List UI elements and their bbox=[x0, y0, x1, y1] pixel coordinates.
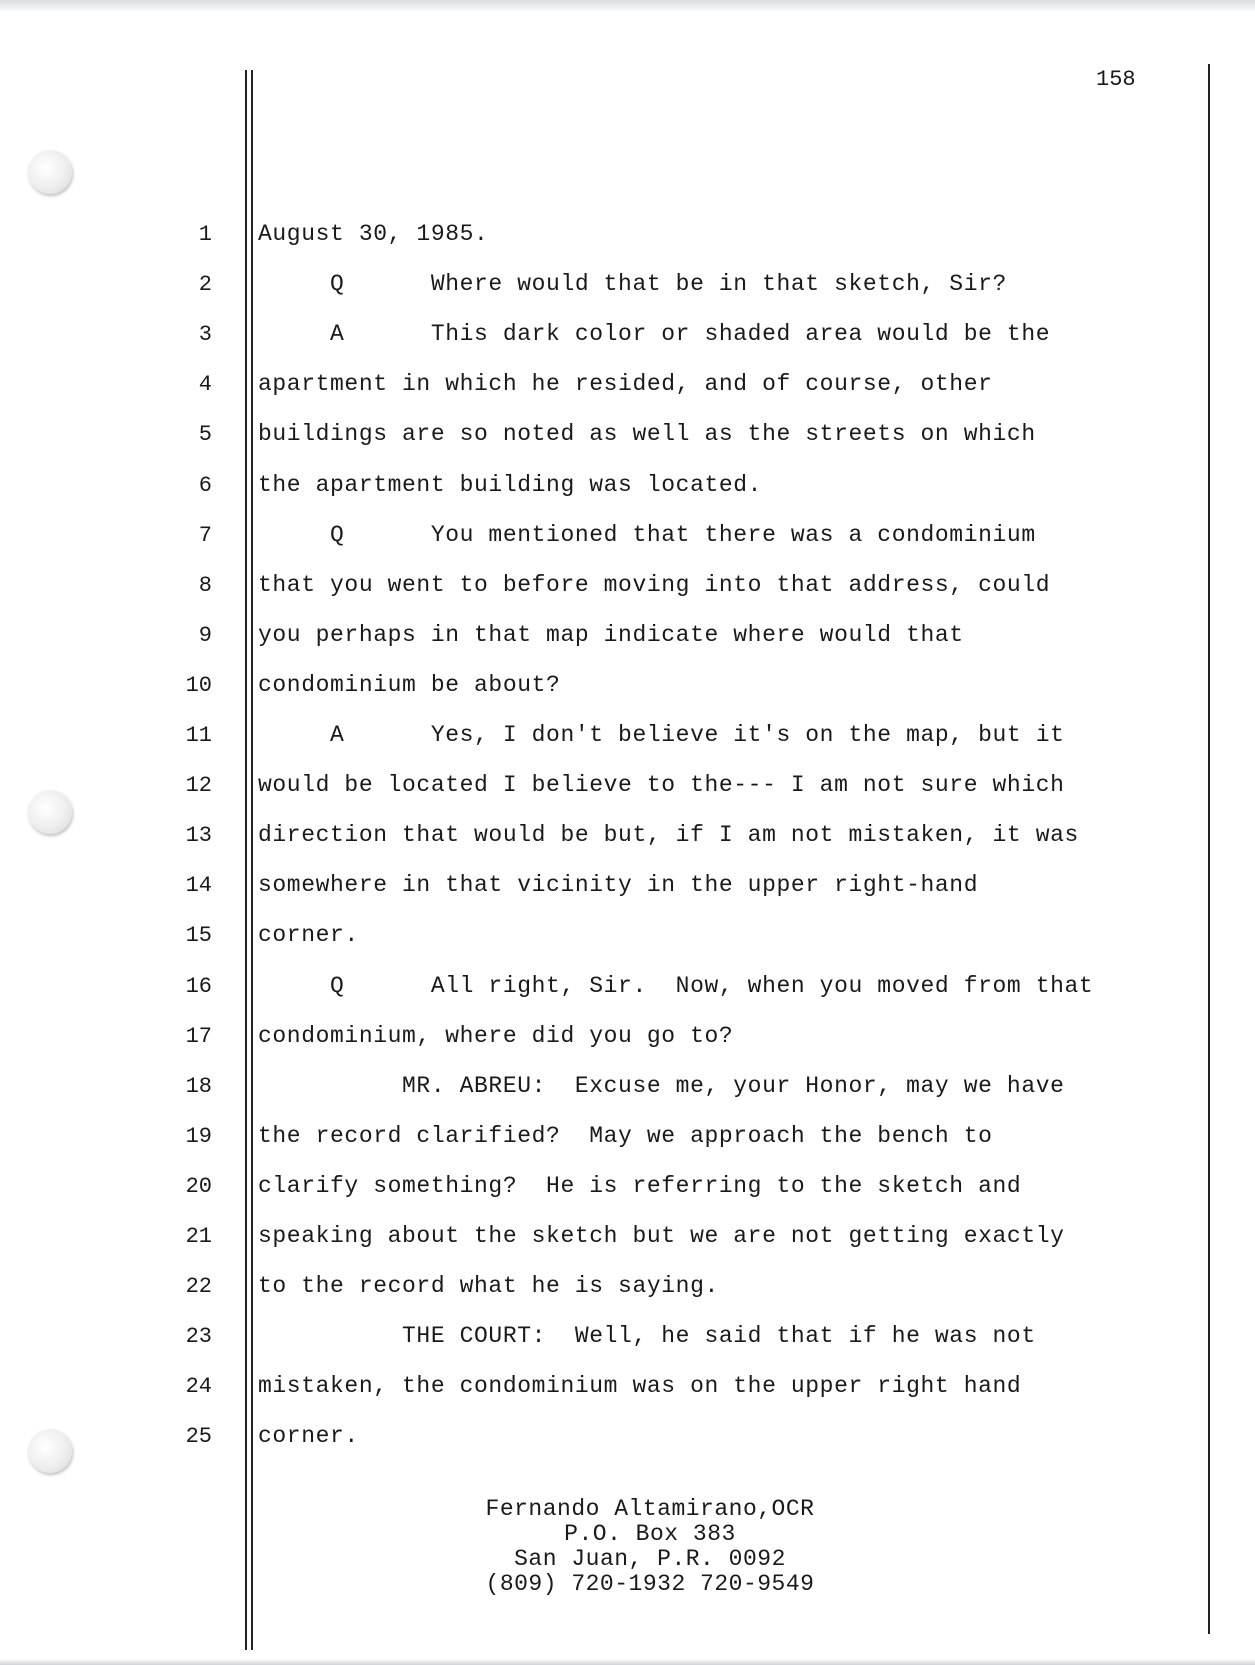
line-number: 15 bbox=[185, 923, 212, 949]
line-number: 20 bbox=[185, 1173, 212, 1199]
line-number: 25 bbox=[185, 1424, 212, 1450]
line-number: 8 bbox=[198, 572, 212, 598]
punch-hole-bottom bbox=[28, 1429, 72, 1473]
line-number: 3 bbox=[198, 322, 212, 348]
reporter-footer bbox=[400, 1497, 900, 1597]
transcript-line: A Yes, I don't believe it's on the map, but it bbox=[258, 722, 1065, 748]
transcript-line: apartment in which he resided, and of course, other bbox=[258, 371, 993, 398]
transcript-line: clarify something? He is referring to the sketch and bbox=[258, 1172, 1022, 1199]
reporter-city: San Juan, P.R. 0092 bbox=[514, 1546, 786, 1572]
page-number: 158 bbox=[1096, 67, 1136, 92]
transcript-line: would be located I believe to the--- I am not sure which bbox=[258, 772, 1065, 799]
line-number: 10 bbox=[185, 672, 212, 698]
transcript-line: the record clarified? May we approach the bench to bbox=[258, 1122, 993, 1149]
line-number: 14 bbox=[185, 873, 212, 899]
transcript-line: corner. bbox=[258, 922, 359, 949]
left-margin-rule-outer bbox=[245, 70, 247, 1650]
line-number: 23 bbox=[185, 1324, 212, 1350]
transcript-line: mistaken, the condominium was on the upper right hand bbox=[258, 1373, 1022, 1400]
punch-hole-middle bbox=[28, 790, 72, 834]
transcript-line: condominium be about? bbox=[258, 671, 561, 698]
line-number: 5 bbox=[198, 422, 212, 448]
line-number: 7 bbox=[198, 522, 212, 548]
line-number: 18 bbox=[185, 1073, 212, 1099]
transcript-line: corner. bbox=[258, 1423, 359, 1450]
line-number: 6 bbox=[198, 472, 212, 498]
line-number: 16 bbox=[185, 973, 212, 999]
transcript-line: MR. ABREU: Excuse me, your Honor, may we have bbox=[258, 1072, 1065, 1099]
page-top-edge bbox=[0, 0, 1255, 12]
line-number: 9 bbox=[198, 622, 212, 648]
transcript-line: Q You mentioned that there was a condominium bbox=[258, 521, 1036, 548]
reporter-phone: (809) 720-1932 720-9549 bbox=[485, 1571, 815, 1597]
punch-hole-top bbox=[28, 150, 72, 194]
line-number: 1 bbox=[198, 222, 212, 247]
transcript-line: condominium, where did you go to? bbox=[258, 1022, 734, 1049]
transcript-line: buildings are so noted as well as the streets on which bbox=[258, 421, 1036, 448]
reporter-address: P.O. Box 383 bbox=[564, 1521, 736, 1547]
transcript-line: speaking about the sketch but we are not getting exactly bbox=[258, 1223, 1065, 1249]
left-margin-rule-inner bbox=[251, 70, 253, 1650]
transcript-line: you perhaps in that map indicate where would that bbox=[258, 621, 964, 648]
transcript-line: direction that would be but, if I am not mistaken, it was bbox=[258, 822, 1079, 849]
right-margin-rule bbox=[1208, 64, 1210, 1634]
transcript-line: THE COURT: Well, he said that if he was not bbox=[258, 1323, 1036, 1350]
transcript-line: somewhere in that vicinity in the upper right-hand bbox=[258, 872, 979, 899]
line-number: 24 bbox=[185, 1374, 212, 1400]
line-number: 2 bbox=[198, 272, 212, 298]
transcript-line: to the record what he is saying. bbox=[258, 1273, 719, 1300]
line-number: 13 bbox=[185, 823, 212, 849]
line-number: 17 bbox=[185, 1023, 212, 1049]
transcript-line: the apartment building was located. bbox=[258, 471, 763, 498]
transcript-line: Q Where would that be in that sketch, Sir? bbox=[258, 271, 1007, 298]
line-number: 12 bbox=[185, 773, 212, 799]
line-number: 22 bbox=[185, 1274, 212, 1300]
line-number: 21 bbox=[185, 1224, 212, 1249]
transcript-line: that you went to before moving into that address, could bbox=[258, 571, 1051, 598]
page-bottom-edge bbox=[0, 1659, 1255, 1665]
line-number: 4 bbox=[198, 372, 212, 398]
reporter-name: Fernando Altamirano,OCR bbox=[485, 1496, 815, 1522]
line-number: 19 bbox=[185, 1123, 212, 1149]
transcript-line: A This dark color or shaded area would be the bbox=[258, 321, 1051, 348]
transcript-line: Q All right, Sir. Now, when you moved from that bbox=[258, 972, 1094, 999]
line-number: 11 bbox=[185, 723, 212, 748]
transcript-line: August 30, 1985. bbox=[258, 221, 489, 247]
